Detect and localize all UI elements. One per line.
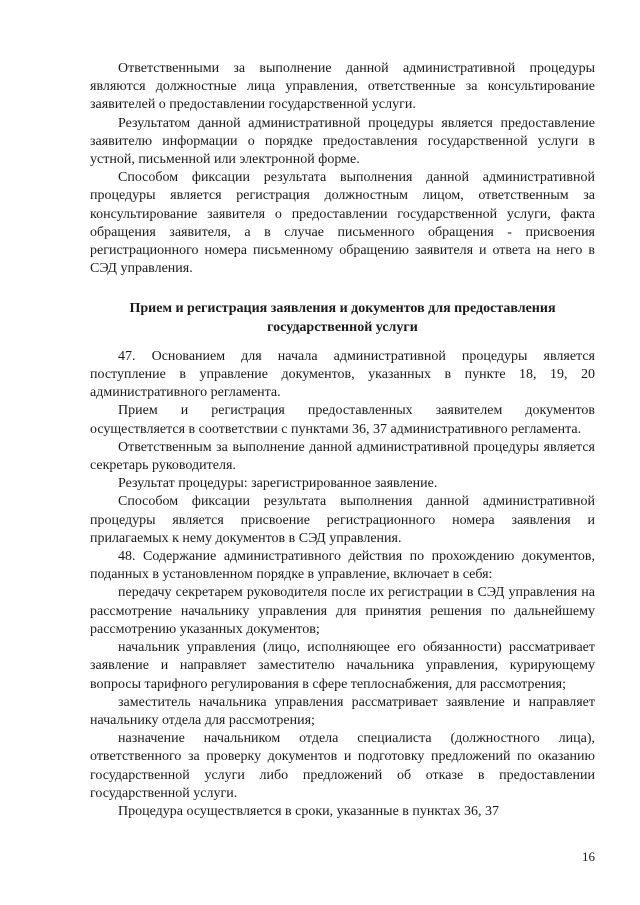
paragraph: назначение начальником отдела специалиста (должностного лица), ответственного за проверку документов и подготовку предложений по оказанию государственной услуги либо предложений об отказе в предоставлении государственной услуги. (90, 731, 595, 801)
paragraph: Ответственным за выполнение данной административной процедуры является секретарь руководителя. (90, 439, 595, 474)
paragraph: начальник управления (лицо, исполняющее его обязанности) рассматривает заявление и направляет заместителю начальника управления, курирующему вопросы тарифного регулирования в сфере теплоснабжения, для рассмотрения; (90, 640, 595, 692)
paragraph: Результат процедуры: зарегистрированное заявление. (118, 476, 438, 492)
paragraph: 48. Содержание административного действия по прохождению документов, поданных в установленном порядке в управление, включает в себя: (90, 549, 595, 583)
page-text (90, 60, 595, 821)
paragraph: заместитель начальника управления рассматривает заявление и направляет начальнику отдела для рассмотрения; (90, 694, 595, 728)
paragraph: Ответственными за выполнение данной административной процедуры являются должностные лица управления, ответственные за консультирование заявителей о предоставлении государственной услуги. (90, 61, 595, 113)
paragraph: Способом фиксации результата выполнения данной административной процедуры является регистрация должностным лицом, ответственным за консультирование заявителя о предоставлении государственной услуги, факта обращения заявителя, а в случае письменного обращения - присвоения регистрационного номера письменному обращению заявителя и ответа на него в СЭД управления. (90, 170, 595, 277)
paragraph: Прием и регистрация предоставленных заявителем документов осуществляется в соответствии с пунктами 36, 37 административного регламента. (90, 403, 595, 437)
paragraph: Способом фиксации результата выполнения данной административной процедуры является присвоение регистрационного номера заявления и прилагаемых к нему документов в СЭД управления. (90, 494, 595, 546)
paragraph: Процедура осуществляется в сроки, указанные в пунктах 36, 37 (118, 803, 500, 819)
page-number: 16 (582, 849, 595, 864)
paragraph: передачу секретарем руководителя после их регистрации в СЭД управления на рассмотрение начальнику управления для принятия решения по дальнейшему рассмотрению указанных документов; (90, 585, 595, 637)
paragraph: 47. Основанием для начала административной процедуры является поступление в управление документов, указанных в пункте 18, 19, 20 административного регламента. (90, 348, 595, 401)
section-heading: Прием и регистрация заявления и документов для предоставления государственной услуги (129, 301, 556, 335)
paragraph: Результатом данной административной процедуры является предоставление заявителю информации о порядке предоставления государственной услуги в устной, письменной или электронной форме. (90, 115, 595, 168)
